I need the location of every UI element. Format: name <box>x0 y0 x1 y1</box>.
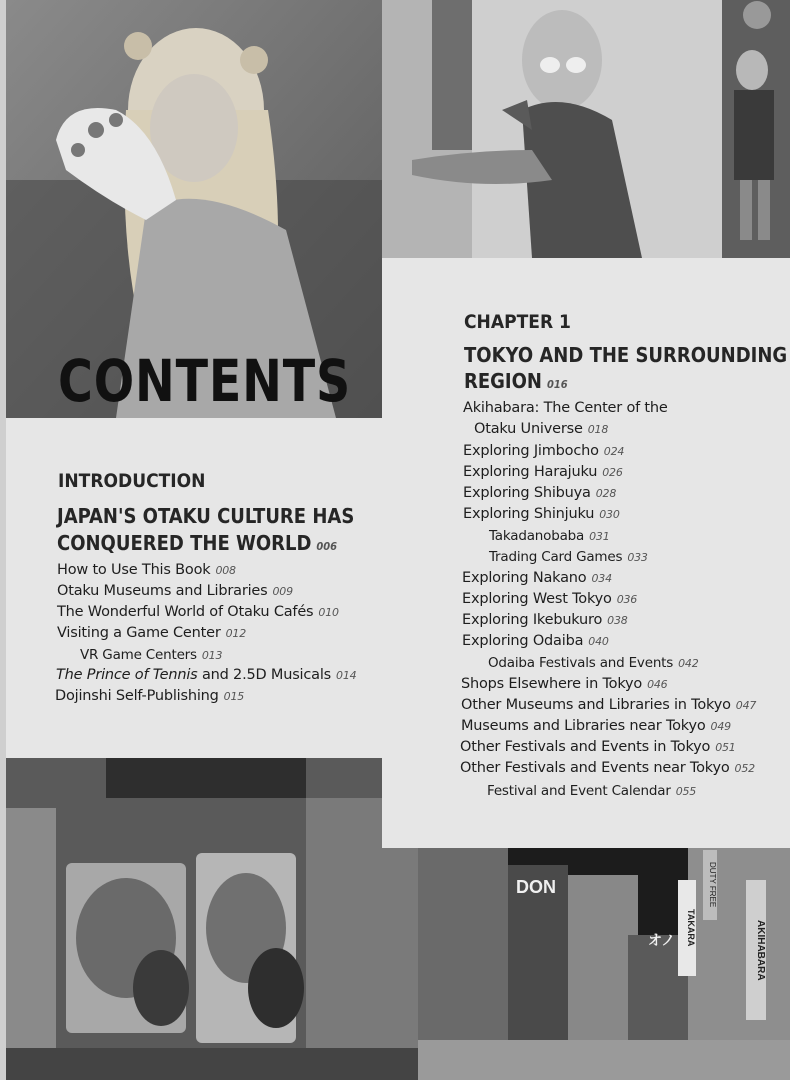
takara-sign: TAKARA <box>678 880 696 976</box>
chapter-title-page: 016 <box>546 378 568 391</box>
toc-entry[interactable] <box>57 583 293 599</box>
toc-subentry[interactable] <box>487 783 696 799</box>
toc-entry-text: Otaku Universe <box>474 421 583 437</box>
toc-entry[interactable] <box>463 443 624 459</box>
toc-entry[interactable] <box>57 562 236 578</box>
toc-entry-italic-text: The Prince of Tennis <box>56 667 198 683</box>
toc-entry-text: Otaku Museums and Libraries <box>57 583 268 599</box>
toc-entry-text: Takadanobaba <box>489 528 585 544</box>
ultraman-photo <box>382 0 722 258</box>
introduction-title-line2 <box>57 531 337 555</box>
toc-entry[interactable] <box>461 676 667 692</box>
toc-entry-page: 015 <box>223 690 245 703</box>
toc-entry-text: Museums and Libraries near Tokyo <box>461 718 706 734</box>
toc-entry-page: 049 <box>710 720 731 733</box>
toc-entry-text: Exploring Shibuya <box>463 485 591 501</box>
introduction-title-page: 006 <box>316 540 338 553</box>
toc-entry-page: 046 <box>647 678 668 691</box>
don-sign: DON <box>516 877 556 897</box>
toc-entry-text: How to Use This Book <box>57 562 211 578</box>
akihabara-sign: AKIHABARA <box>746 880 766 1020</box>
akihabara-street-photo <box>418 845 790 1080</box>
toc-entry-text: Exploring Nakano <box>462 570 587 586</box>
toc-entry-text: Exploring Ikebukuro <box>462 612 603 628</box>
toc-entry-text: Other Festivals and Events near Tokyo <box>460 760 730 776</box>
toc-entry-text: Other Festivals and Events in Tokyo <box>460 739 711 755</box>
toc-entry[interactable] <box>463 485 616 501</box>
toc-entry-page: 052 <box>734 762 755 775</box>
contents-title: CONTENTS <box>58 347 352 415</box>
toc-entry-text: Trading Card Games <box>489 549 623 565</box>
toc-entry-page: 010 <box>318 606 339 619</box>
toc-entry-page: 042 <box>678 657 699 670</box>
dutyfree-sign: DUTY FREE <box>703 850 717 920</box>
toc-entry-text: Dojinshi Self-Publishing <box>55 688 219 704</box>
toc-entry[interactable] <box>56 667 356 683</box>
toc-entry-text: Exploring West Tokyo <box>462 591 612 607</box>
toc-entry[interactable] <box>474 421 608 437</box>
toc-entry-page: 031 <box>589 530 610 543</box>
game-center-photo <box>6 758 418 1080</box>
toc-entry-text: Akihabara: The Center of the <box>463 400 668 416</box>
toc-entry-page: 009 <box>272 585 293 598</box>
toc-entry[interactable] <box>57 625 246 641</box>
toc-entry-text: Odaiba Festivals and Events <box>488 655 674 671</box>
toc-entry[interactable] <box>55 688 244 704</box>
toc-entry-page: 047 <box>735 699 757 712</box>
toc-entry-text: Shops Elsewhere in Tokyo <box>461 676 643 692</box>
toc-subentry[interactable] <box>489 549 648 565</box>
toc-entry-page: 026 <box>602 466 623 479</box>
toc-entry[interactable] <box>463 400 668 416</box>
toc-entry-page: 030 <box>599 508 620 521</box>
toc-entry-page: 038 <box>607 614 628 627</box>
toc-entry[interactable] <box>462 633 609 649</box>
toc-entry[interactable] <box>460 760 755 776</box>
toc-entry-text: Visiting a Game Center <box>57 625 221 641</box>
toc-entry-page: 051 <box>715 741 736 754</box>
toc-entry-text: Exploring Odaiba <box>462 633 584 649</box>
introduction-label: INTRODUCTION <box>58 470 206 492</box>
toc-entry-page: 034 <box>591 572 612 585</box>
toc-entry-page: 014 <box>336 669 357 682</box>
toc-entry-page: 040 <box>588 635 609 648</box>
toc-entry-page: 036 <box>616 593 638 606</box>
toc-entry-page: 024 <box>603 445 625 458</box>
toc-entry-page: 012 <box>225 627 247 640</box>
toc-entry[interactable] <box>462 591 637 607</box>
toc-entry-page: 008 <box>215 564 236 577</box>
toc-entry[interactable] <box>57 604 339 620</box>
toc-entry-page: 033 <box>627 551 648 564</box>
toc-entry-text: The Wonderful World of Otaku Cafés <box>57 604 314 620</box>
toc-entry-text: Festival and Event Calendar <box>487 783 671 799</box>
sentai-figures-photo <box>722 0 790 258</box>
chapter-title-text: REGION <box>464 369 542 393</box>
toc-entry-text: Exploring Harajuku <box>463 464 598 480</box>
toc-subentry[interactable] <box>80 647 222 663</box>
introduction-title-text: CONQUERED THE WORLD <box>57 531 312 555</box>
toc-entry-text: Exploring Shinjuku <box>463 506 595 522</box>
toc-entry[interactable] <box>461 718 731 734</box>
toc-entry[interactable] <box>463 506 620 522</box>
toc-entry[interactable] <box>460 739 736 755</box>
toc-entry[interactable] <box>462 570 612 586</box>
toc-entry-page: 055 <box>675 785 697 798</box>
toc-subentry[interactable] <box>489 528 610 544</box>
toc-entry[interactable] <box>461 697 756 713</box>
chapter-title-line2 <box>464 369 568 393</box>
introduction-title-line1: JAPAN'S OTAKU CULTURE HAS <box>57 504 355 528</box>
chapter-label: CHAPTER 1 <box>464 311 571 333</box>
toc-subentry[interactable] <box>488 655 699 671</box>
toc-entry-page: 013 <box>201 649 223 662</box>
toc-entry-page: 018 <box>587 423 609 436</box>
toc-entry-text: Other Museums and Libraries in Tokyo <box>461 697 731 713</box>
toc-entry[interactable] <box>463 464 623 480</box>
toc-entry-text: VR Game Centers <box>80 647 197 663</box>
toc-entry-page: 028 <box>595 487 617 500</box>
toc-entry-text: Exploring Jimbocho <box>463 443 599 459</box>
oni-sign: オノ <box>648 932 676 948</box>
toc-entry-text: and 2.5D Musicals <box>201 667 332 683</box>
chapter-title-line1: TOKYO AND THE SURROUNDING <box>464 343 788 367</box>
toc-entry[interactable] <box>462 612 628 628</box>
